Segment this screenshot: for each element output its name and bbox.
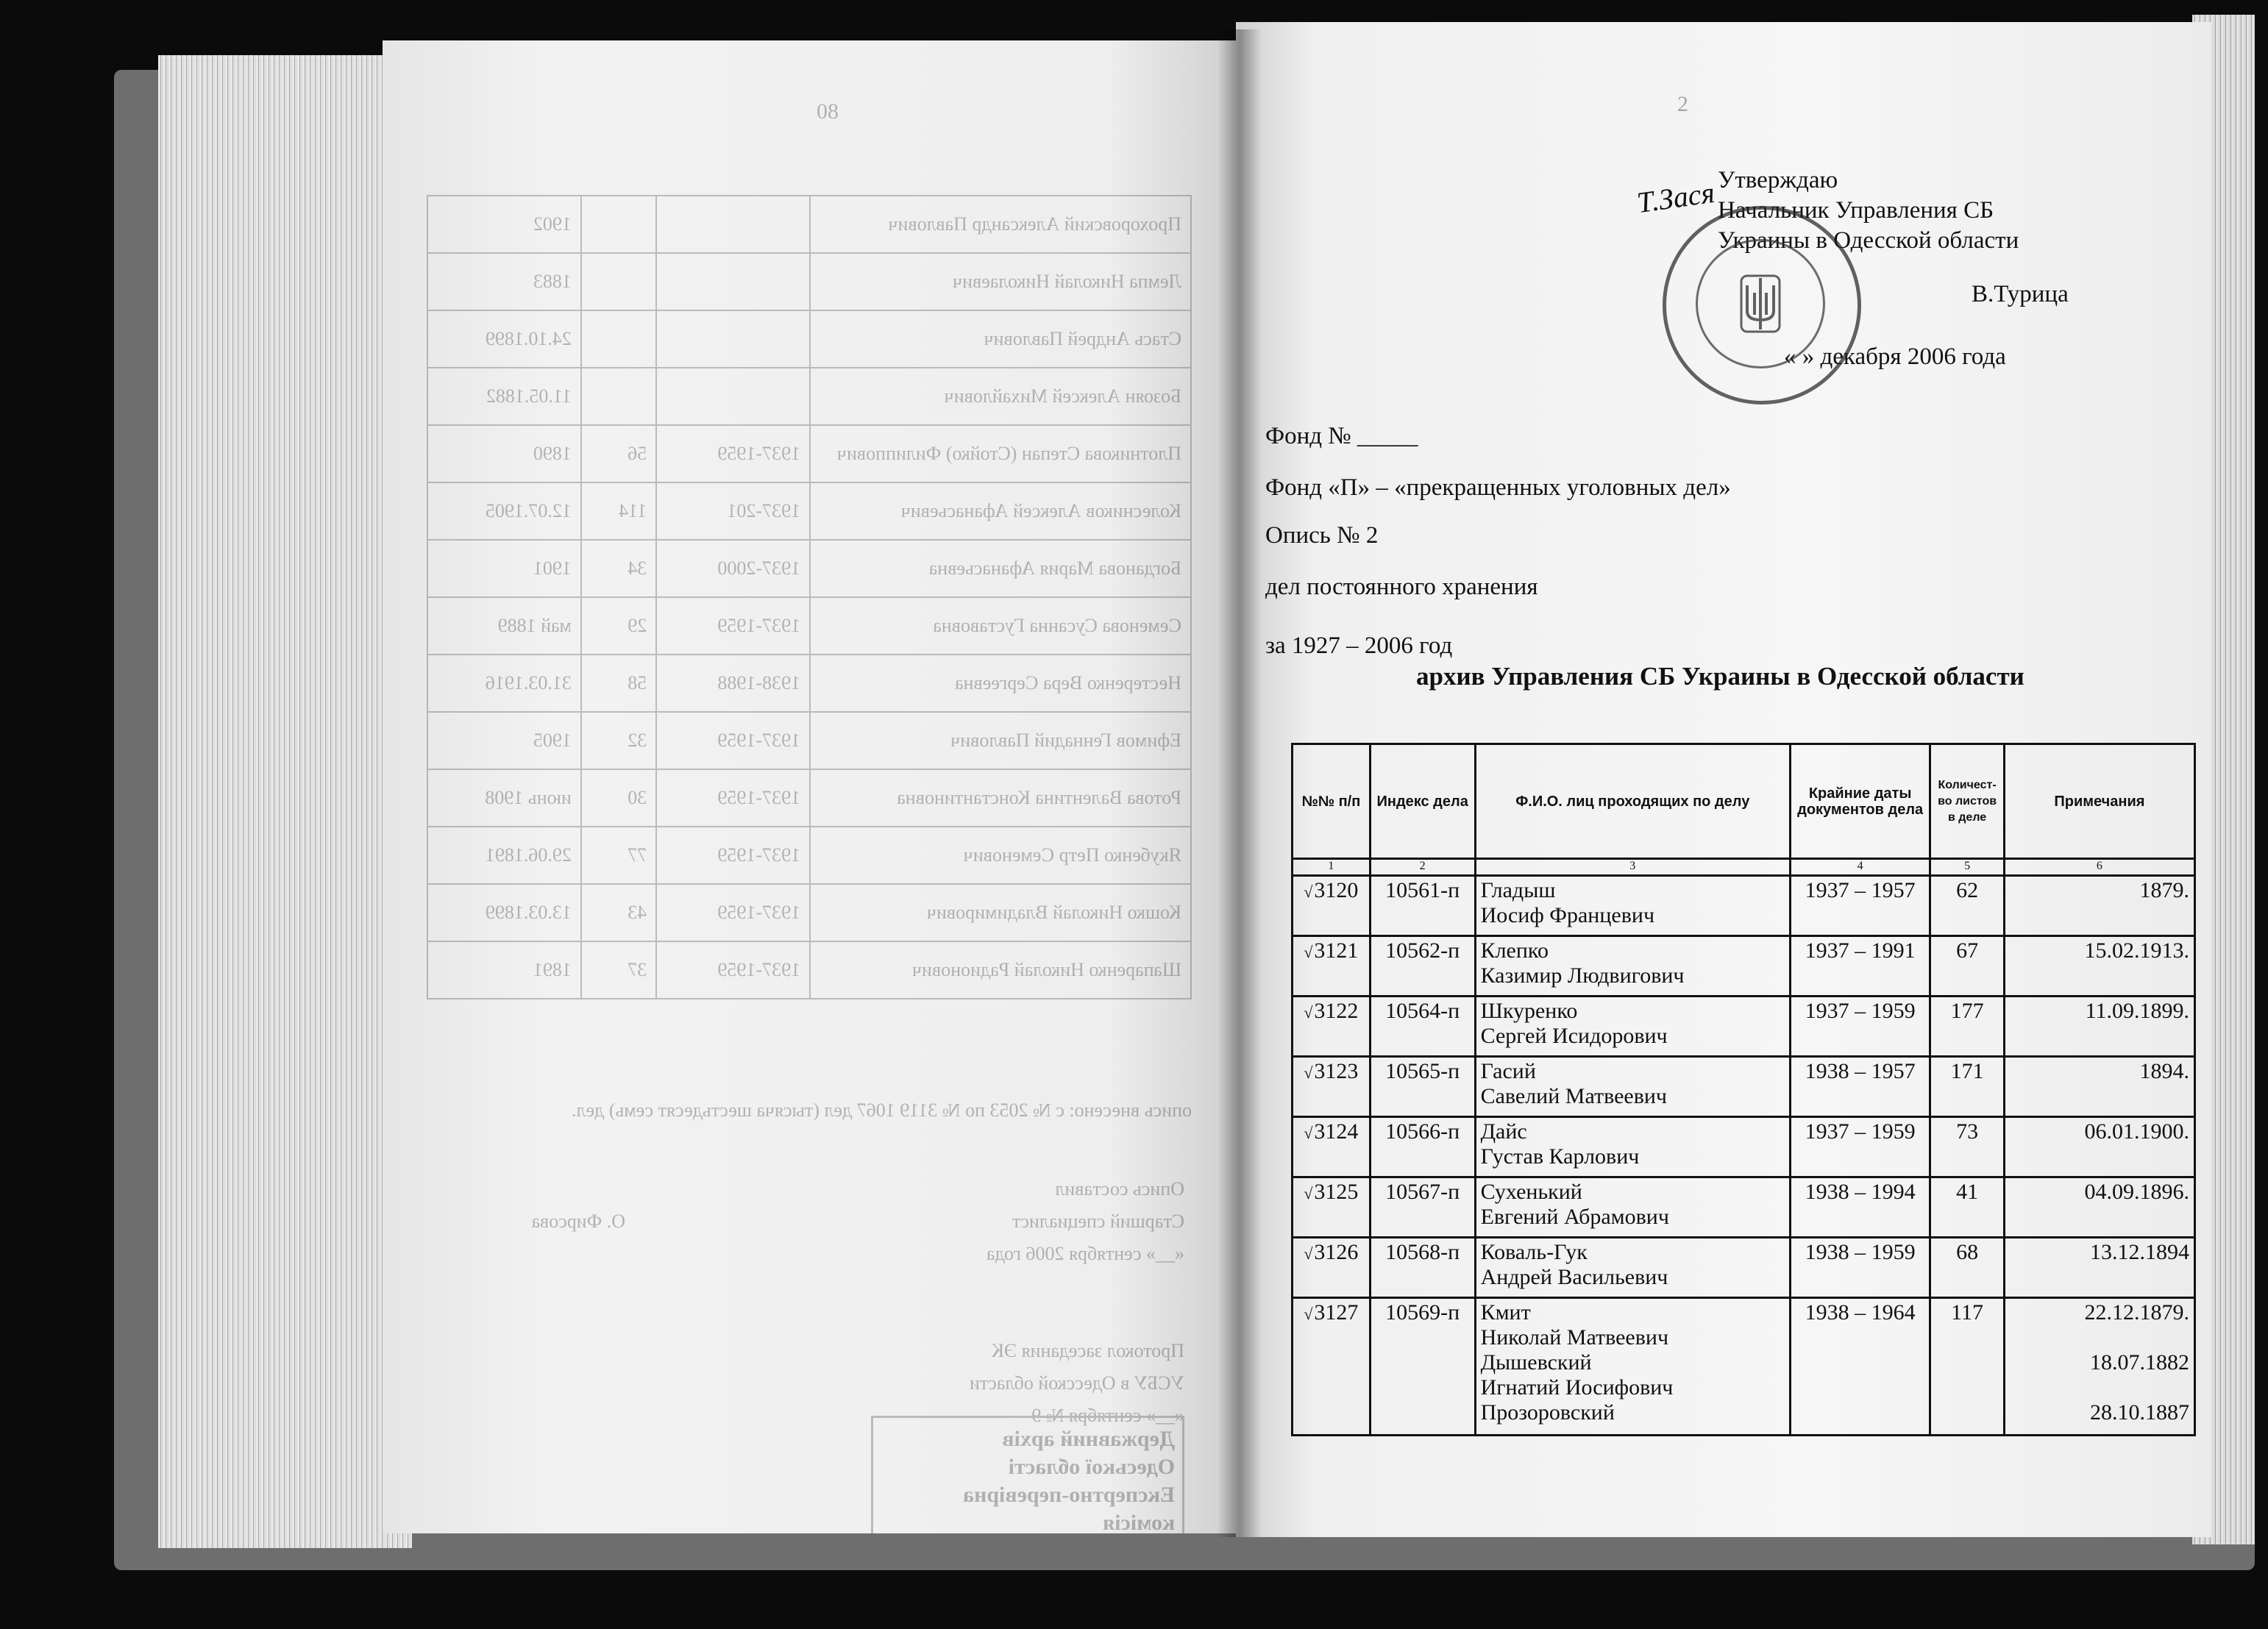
row-dates: 1937 – 1957 (1790, 876, 1930, 936)
stamp-line: Експертно-перевірна (963, 1483, 1175, 1507)
trident-icon (1738, 274, 1782, 333)
row-dates: 1938 – 1964 (1790, 1298, 1930, 1436)
ghost-cell-count (581, 368, 656, 425)
row-note: 13.12.1894 (2004, 1238, 2194, 1298)
ghost-cell-count: 29 (581, 597, 656, 655)
ghost-cell-count (581, 310, 656, 368)
sign-line: «__» сентября 2006 года (986, 1243, 1184, 1264)
table-row (1293, 1117, 2195, 1177)
header-names: Ф.И.О. лиц проходящих по делу (1475, 744, 1790, 859)
header-notes: Примечания (2004, 744, 2194, 859)
ghost-table-row (427, 368, 1191, 425)
ghost-cell-count: 34 (581, 540, 656, 597)
ghost-cell-name: Лемпа Николай Николаевич (810, 253, 1191, 310)
row-index: 10569-п (1370, 1298, 1475, 1436)
row-number: √3122 (1293, 997, 1371, 1057)
ghost-cell-dates: 1937-1959 (656, 712, 810, 769)
protocol-line: Протокол заседания ЭК (991, 1340, 1184, 1361)
row-index: 10568-п (1370, 1238, 1475, 1298)
ghost-cell-year: 1901 (427, 540, 581, 597)
left-page-table (427, 195, 1192, 999)
ghost-cell-dates (656, 253, 810, 310)
ghost-cell-dates: 1937-1959 (656, 769, 810, 827)
row-dates: 1938 – 1994 (1790, 1177, 1930, 1238)
ghost-cell-name: Богданова Мария Афанасьевна (810, 540, 1191, 597)
ghost-cell-name: Бозоян Алексей Михайлович (810, 368, 1191, 425)
row-dates: 1937 – 1959 (1790, 997, 1930, 1057)
left-page-bleed-through (383, 40, 1236, 1533)
ghost-table-row (427, 941, 1191, 999)
ghost-cell-year: 31.03.1916 (427, 655, 581, 712)
protocol-line: «__» сентября № 9 (1031, 1405, 1184, 1426)
ghost-cell-dates (656, 310, 810, 368)
ghost-cell-dates (656, 368, 810, 425)
right-page (1236, 22, 2211, 1537)
ghost-table-row (427, 597, 1191, 655)
left-page (383, 40, 1236, 1533)
approval-line-2: Начальник Управления СБ (1718, 197, 1994, 224)
row-person: Сухенький Евгений Абрамович (1475, 1177, 1790, 1238)
ghost-cell-count: 77 (581, 827, 656, 884)
row-person: Дайс Густав Карлович (1475, 1117, 1790, 1177)
ghost-cell-dates: 1937-1959 (656, 941, 810, 999)
ghost-cell-year: 12.07.1905 (427, 482, 581, 540)
row-index: 10566-п (1370, 1117, 1475, 1177)
ghost-cell-year: 1902 (427, 196, 581, 253)
years-range: за 1927 – 2006 год (1265, 632, 1453, 659)
ghost-cell-year: 1890 (427, 425, 581, 482)
ghost-cell-dates: 1937-2000 (656, 540, 810, 597)
ghost-cell-count (581, 196, 656, 253)
ghost-cell-count: 58 (581, 655, 656, 712)
col-number: 4 (1790, 859, 1930, 876)
approval-line-3: Украины в Одесской области (1718, 227, 2019, 254)
row-number: √3124 (1293, 1117, 1371, 1177)
approval-date: « » декабря 2006 года (1784, 343, 2006, 370)
ghost-cell-dates: 1937-1959 (656, 827, 810, 884)
ghost-cell-dates: 1938-1988 (656, 655, 810, 712)
row-index: 10565-п (1370, 1057, 1475, 1117)
handwritten-initials: Т.Зася (1635, 175, 1717, 220)
col-number: 5 (1930, 859, 2004, 876)
official-seal (1663, 206, 1861, 404)
row-index: 10562-п (1370, 936, 1475, 997)
sign-line: Опись составил (1055, 1178, 1184, 1200)
ghost-cell-year: 1905 (427, 712, 581, 769)
stamp-line: Одеської області (1008, 1455, 1175, 1479)
ghost-cell-count (581, 253, 656, 310)
page-stack-left (158, 55, 412, 1548)
fond-name: Фонд «П» – «прекращенных уголовных дел» (1265, 474, 1731, 501)
row-number: √3127 (1293, 1298, 1371, 1436)
ghost-cell-name: Плотникова Степан (Стойко) Филиппович (810, 425, 1191, 482)
header-index: Индекс дела (1370, 744, 1475, 859)
ghost-cell-name: Колесников Алексей Афанасьевич (810, 482, 1191, 540)
storage-type: дел постоянного хранения (1265, 574, 1538, 600)
row-count: 73 (1930, 1117, 2004, 1177)
row-note: 11.09.1899. (2004, 997, 2194, 1057)
ghost-cell-count: 30 (581, 769, 656, 827)
table-row (1293, 1238, 2195, 1298)
row-count: 177 (1930, 997, 2004, 1057)
row-person-list: Кмит Николай Матвеевич Дышевский Игнатий Иосифович Прозоровский (1475, 1298, 1790, 1436)
ghost-cell-year: май 1889 (427, 597, 581, 655)
ghost-cell-name: Нестеренко Вера Сергеевна (810, 655, 1191, 712)
row-count: 117 (1930, 1298, 2004, 1436)
table-row (1293, 876, 2195, 936)
header-count: Количест-во листов в деле (1930, 744, 2004, 859)
row-note: 1894. (2004, 1057, 2194, 1117)
row-person: Гладыш Иосиф Францевич (1475, 876, 1790, 936)
table-row (1293, 1057, 2195, 1117)
header-dates: Крайние даты документов дела (1790, 744, 1930, 859)
col-number: 6 (2004, 859, 2194, 876)
col-number: 1 (1293, 859, 1371, 876)
row-person: Клепко Казимир Людвигович (1475, 936, 1790, 997)
stamp-line: комісія (1103, 1511, 1175, 1533)
archive-title: архив Управления СБ Украины в Одесской области (1416, 662, 2025, 691)
row-index: 10567-п (1370, 1177, 1475, 1238)
row-dates: 1938 – 1959 (1790, 1238, 1930, 1298)
row-note-list: 22.12.1879. 18.07.1882 28.10.1887 (2004, 1298, 2194, 1436)
ghost-cell-count: 37 (581, 941, 656, 999)
left-page-note: опись внесено: с № 2053 по № 3119 1067 дел (тысяча шестьдесят семь) дел. (572, 1099, 1192, 1121)
ghost-table-row (427, 253, 1191, 310)
left-page-number: 80 (817, 99, 839, 124)
row-index: 10561-п (1370, 876, 1475, 936)
archive-stamp-box (871, 1416, 1184, 1533)
ghost-cell-year: 24.10.1899 (427, 310, 581, 368)
book-gutter (1217, 29, 1262, 1537)
ghost-cell-year: 29.06.1891 (427, 827, 581, 884)
ghost-cell-year: 1883 (427, 253, 581, 310)
row-dates: 1937 – 1991 (1790, 936, 1930, 997)
row-number: √3125 (1293, 1177, 1371, 1238)
ghost-cell-dates: 1937-1959 (656, 597, 810, 655)
stamp-line: Державний архів (1002, 1427, 1175, 1451)
ghost-cell-year: 13.03.1899 (427, 884, 581, 941)
ghost-table-row (427, 712, 1191, 769)
ghost-table-row (427, 827, 1191, 884)
sign-line: Старший специалист (1012, 1211, 1184, 1232)
ghost-cell-count: 32 (581, 712, 656, 769)
row-count: 41 (1930, 1177, 2004, 1238)
ghost-cell-dates: 1937-201 (656, 482, 810, 540)
row-number: √3120 (1293, 876, 1371, 936)
right-page-number: 2 (1677, 92, 1688, 116)
ghost-cell-dates: 1937-1959 (656, 884, 810, 941)
row-dates: 1937 – 1959 (1790, 1117, 1930, 1177)
ghost-cell-name: Ефимов Геннадий Павлович (810, 712, 1191, 769)
approval-signatory: В.Турица (1972, 281, 2069, 307)
table-row (1293, 997, 2195, 1057)
row-count: 68 (1930, 1238, 2004, 1298)
ghost-table-row (427, 884, 1191, 941)
ghost-cell-name: Кошко Николай Владимирович (810, 884, 1191, 941)
seal-inner-ring (1696, 239, 1825, 368)
row-count: 67 (1930, 936, 2004, 997)
left-page-signature-block (449, 1173, 1184, 1426)
fond-number: Фонд № _____ (1265, 423, 1418, 449)
ghost-cell-count: 114 (581, 482, 656, 540)
ghost-cell-name: Якубенко Петр Семенович (810, 827, 1191, 884)
ghost-table-row (427, 540, 1191, 597)
col-number: 2 (1370, 859, 1475, 876)
col-number: 3 (1475, 859, 1790, 876)
ghost-table-row (427, 196, 1191, 253)
table-row (1293, 1177, 2195, 1238)
ghost-table-row (427, 425, 1191, 482)
sign-name: О. Фирсова (531, 1211, 625, 1232)
ghost-cell-name: Стась Андрей Павлович (810, 310, 1191, 368)
table-row (1293, 936, 2195, 997)
row-index: 10564-п (1370, 997, 1475, 1057)
ghost-cell-dates (656, 196, 810, 253)
row-person: Гасий Савелий Матвеевич (1475, 1057, 1790, 1117)
row-note: 06.01.1900. (2004, 1117, 2194, 1177)
ghost-cell-count: 43 (581, 884, 656, 941)
inventory-table (1291, 743, 2196, 1436)
ghost-cell-name: Прохоровский Александр Павлович (810, 196, 1191, 253)
ghost-cell-count: 56 (581, 425, 656, 482)
ghost-cell-name: Семенова Сусанна Густавовна (810, 597, 1191, 655)
protocol-line: УСБУ в Одесской области (969, 1372, 1184, 1394)
row-number: √3121 (1293, 936, 1371, 997)
ghost-table-row (427, 769, 1191, 827)
ghost-cell-year: 11.05.1882 (427, 368, 581, 425)
row-person: Шкуренко Сергей Исидорович (1475, 997, 1790, 1057)
table-row (1293, 1298, 2195, 1436)
ghost-cell-name: Ротова Валентина Константиновна (810, 769, 1191, 827)
row-number: √3126 (1293, 1238, 1371, 1298)
row-count: 62 (1930, 876, 2004, 936)
row-person: Коваль-Гук Андрей Васильевич (1475, 1238, 1790, 1298)
header-number: №№ п/п (1293, 744, 1371, 859)
ghost-cell-year: 1891 (427, 941, 581, 999)
row-number: √3123 (1293, 1057, 1371, 1117)
row-note: 04.09.1896. (2004, 1177, 2194, 1238)
row-note: 15.02.1913. (2004, 936, 2194, 997)
ghost-cell-year: июнь 1908 (427, 769, 581, 827)
ghost-table-row (427, 655, 1191, 712)
ghost-table-row (427, 482, 1191, 540)
ghost-cell-dates: 1937-1959 (656, 425, 810, 482)
ghost-table-row (427, 310, 1191, 368)
row-dates: 1938 – 1957 (1790, 1057, 1930, 1117)
ghost-cell-name: Шапаренко Николай Радионович (810, 941, 1191, 999)
opis-number: Опись № 2 (1265, 522, 1379, 549)
row-note: 1879. (2004, 876, 2194, 936)
approval-line-1: Утверждаю (1718, 167, 1838, 193)
row-count: 171 (1930, 1057, 2004, 1117)
